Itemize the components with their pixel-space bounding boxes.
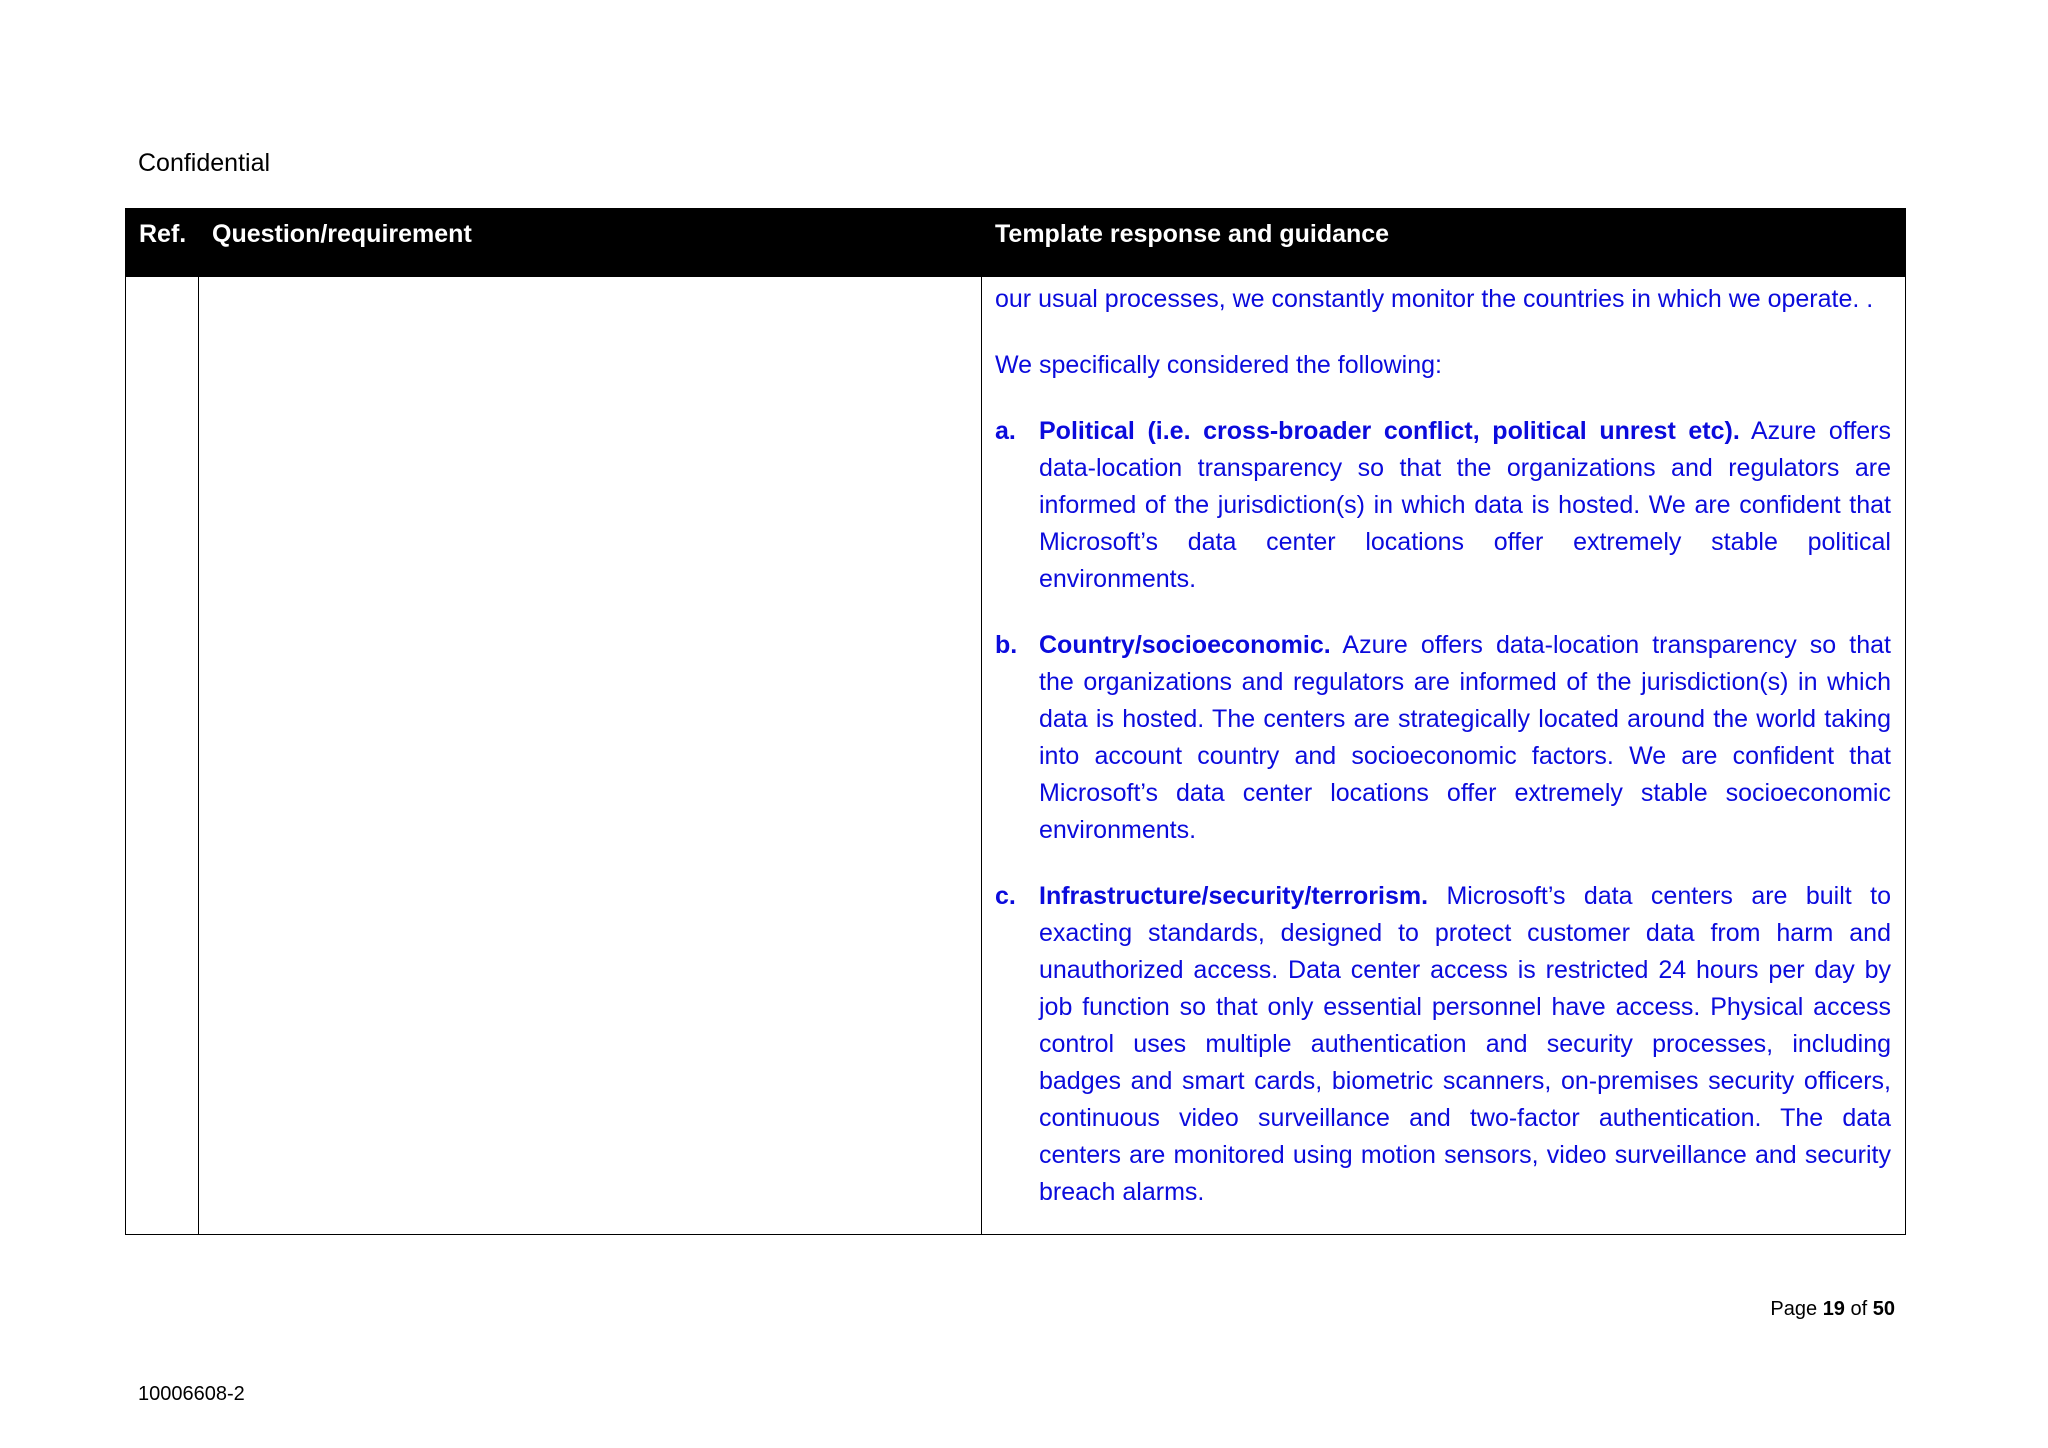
table-header-row: [126, 209, 1906, 277]
list-item-socioeconomic: [995, 627, 1891, 849]
list-item-body: [1039, 627, 1891, 849]
column-header-ref: Ref.: [126, 209, 199, 277]
response-intro: our usual processes, we constantly monitor the countries in which we operate. .: [995, 285, 1874, 313]
response-considered-intro: We specifically considered the following:: [995, 351, 1442, 379]
list-item-text: Azure offers data-location transparency so that the organizations and regulators are informed of the jurisdiction(s) in which data is hosted. The centers are strategically located around the world taking into account country and socioeconomic factors. We are confident that Microsoft’s data center locations offer extremely stable socioeconomic environments.: [1039, 631, 1891, 844]
page-total: 50: [1872, 1298, 1895, 1320]
list-item-political: [995, 413, 1891, 598]
question-cell: [199, 277, 982, 1235]
list-item-infrastructure: [995, 878, 1891, 1211]
page-current: 19: [1822, 1298, 1845, 1320]
document-id: 10006608-2: [138, 1383, 245, 1405]
list-item-lead: Infrastructure/security/terrorism.: [1039, 882, 1429, 910]
confidential-label: Confidential: [138, 149, 271, 177]
page-number: [1770, 1297, 1895, 1321]
column-header-response: Template response and guidance: [982, 209, 1906, 277]
page-of-label: of: [1850, 1298, 1868, 1320]
list-item-body: [1039, 878, 1891, 1211]
list-item-body: [1039, 413, 1891, 598]
table-row: [126, 277, 1906, 1235]
column-header-question: Question/requirement: [199, 209, 982, 277]
page-label: Page: [1770, 1298, 1818, 1320]
list-marker: c.: [995, 882, 1016, 910]
ref-cell: [126, 277, 199, 1235]
list-marker: a.: [995, 417, 1016, 445]
list-item-text: Azure offers data-location transparency so that the organizations and regulators are informed of the jurisdiction(s) in which data is hosted. We are confident that Microsoft’s data center locations offer extremely stable political environments.: [1039, 417, 1891, 593]
list-marker: b.: [995, 631, 1018, 659]
response-cell: [982, 277, 1906, 1235]
requirements-table: [125, 208, 1906, 1235]
list-item-lead: Political (i.e. cross-broader conflict, political unrest etc).: [1039, 417, 1740, 445]
list-item-lead: Country/socioeconomic.: [1039, 631, 1331, 659]
list-item-text: Microsoft’s data centers are built to exacting standards, designed to protect customer data from harm and unauthorized access. Data center access is restricted 24 hours per day by job function so that only essential personnel have access. Physical access control uses multiple authentication and security processes, including badges and smart cards, biometric scanners, on-premises security officers, continuous video surveillance and two-factor authentication. The data centers are monitored using motion sensors, video surveillance and security breach alarms.: [1039, 882, 1891, 1206]
response-content: [982, 277, 1905, 1234]
